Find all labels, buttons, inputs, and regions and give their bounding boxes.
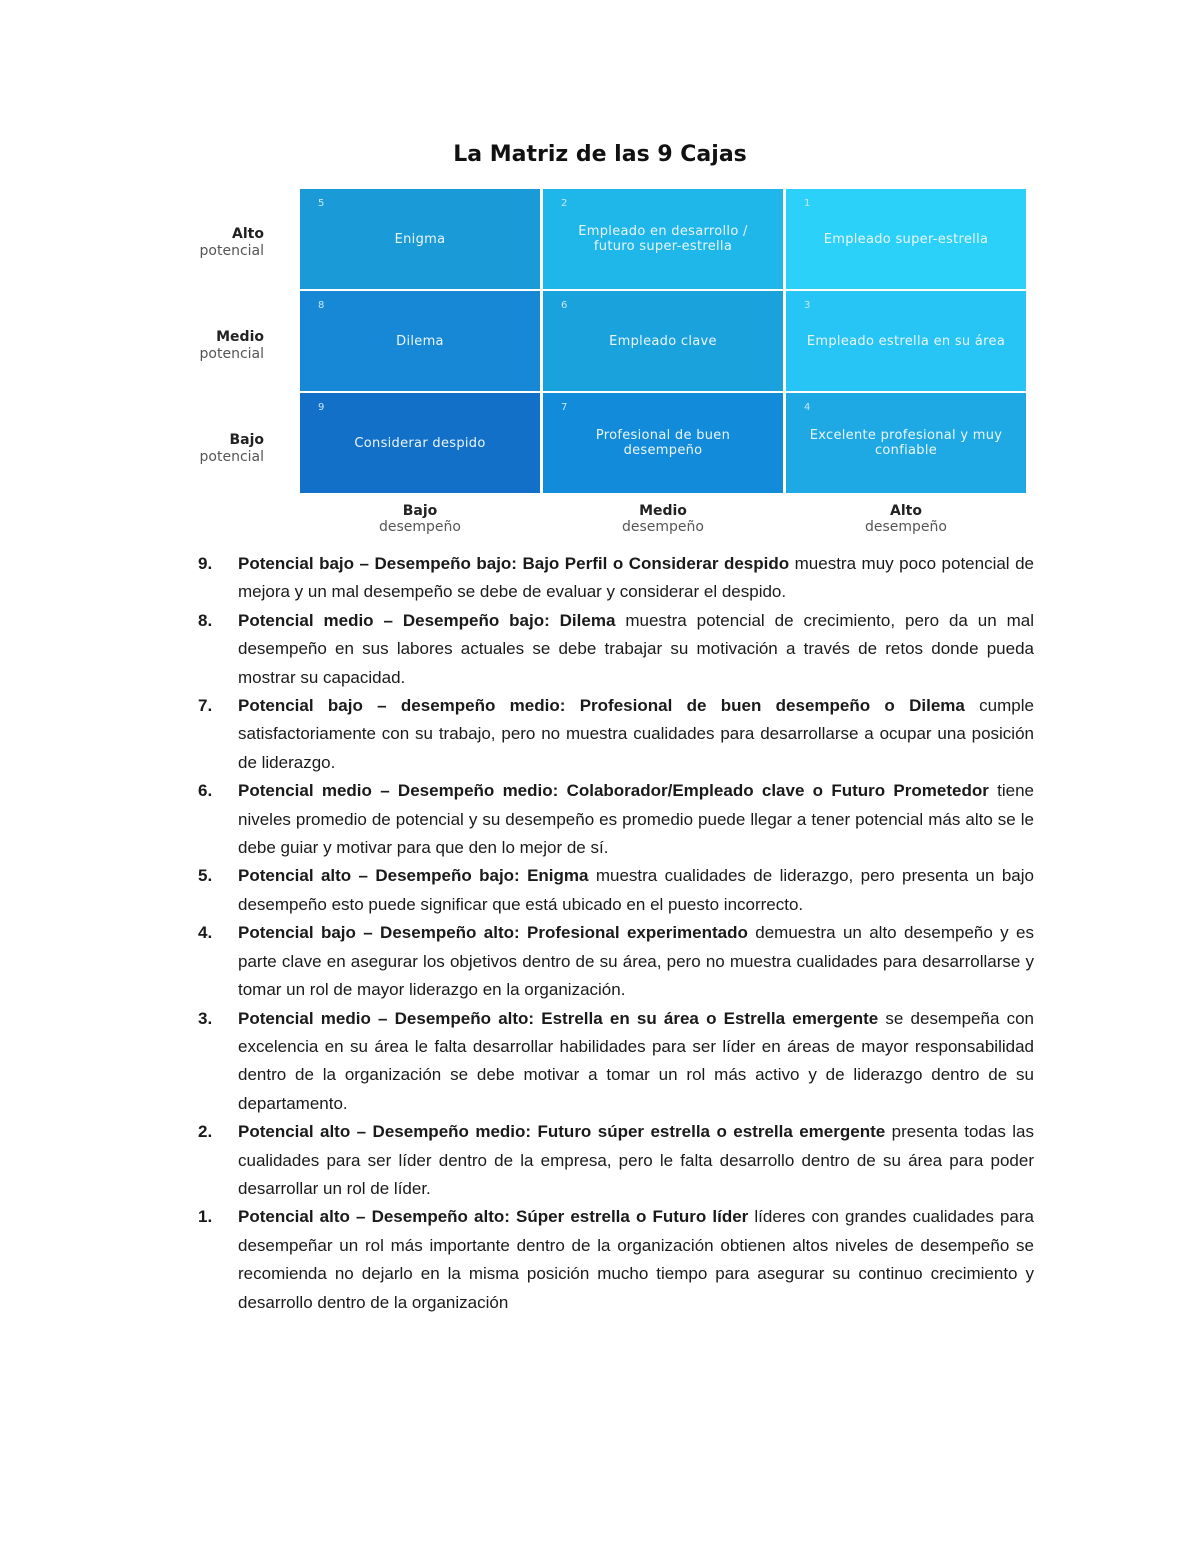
item-heading: Potencial medio – Desempeño bajo: Dilema bbox=[238, 610, 616, 630]
cell-label: Empleado en desarrollo / futuro super-estrella bbox=[578, 224, 748, 254]
col-level: Alto bbox=[890, 503, 922, 519]
list-item bbox=[198, 919, 1034, 1004]
cell-label: Empleado estrella en su área bbox=[806, 333, 1006, 349]
row-label-medio bbox=[140, 329, 264, 363]
cell-number: 8 bbox=[318, 300, 325, 311]
cell-number: 4 bbox=[804, 402, 811, 413]
row-level: Bajo bbox=[229, 432, 264, 448]
row-label-alto bbox=[140, 226, 264, 260]
col-label-alto bbox=[786, 503, 1026, 535]
matrix-cell-7 bbox=[543, 393, 783, 493]
cell-label: Empleado clave bbox=[609, 333, 717, 349]
item-heading: Potencial bajo – desempeño medio: Profesional de buen desempeño o Dilema bbox=[238, 696, 965, 716]
matrix-cell-5 bbox=[300, 189, 540, 289]
item-number: 4. bbox=[198, 923, 213, 943]
item-text: se desempeña con excelencia en su área le falta desarrollar habilidades para ser líder en áreas de mayor responsabilidad dentro de la organización se debe motivar a tomar un rol más activo y de liderazgo dentro de su departamento. bbox=[238, 1008, 1034, 1113]
list-item bbox=[198, 1118, 1034, 1203]
cell-label: Enigma bbox=[394, 231, 446, 247]
item-number: 3. bbox=[198, 1008, 213, 1028]
item-number: 7. bbox=[198, 696, 213, 716]
item-number: 9. bbox=[198, 554, 213, 573]
box-descriptions-list bbox=[198, 550, 1034, 1317]
item-number: 8. bbox=[198, 610, 213, 630]
list-item bbox=[198, 692, 1034, 777]
item-text: muestra muy poco potencial de mejora y un mal desempeño se debe de evaluar y considerar el despido. bbox=[238, 554, 1034, 602]
item-number: 2. bbox=[198, 1122, 213, 1142]
matrix-cell-2 bbox=[543, 189, 783, 289]
page-title: La Matriz de las 9 Cajas bbox=[453, 142, 747, 167]
col-axis: desempeño bbox=[379, 519, 461, 535]
item-heading: Potencial medio – Desempeño alto: Estrella en su área o Estrella emergente bbox=[238, 1008, 879, 1028]
cell-number: 3 bbox=[804, 300, 811, 311]
row-axis: potencial bbox=[199, 346, 264, 362]
cell-label: Considerar despido bbox=[354, 435, 486, 451]
item-text: muestra potencial de crecimiento, pero da un mal desempeño en sus labores actuales se debe trabajar su motivación a través de retos donde pueda mostrar su capacidad. bbox=[238, 610, 1034, 687]
item-number: 5. bbox=[198, 866, 213, 886]
cell-label: Empleado super-estrella bbox=[823, 231, 989, 247]
cell-number: 1 bbox=[804, 198, 811, 209]
item-text: presenta todas las cualidades para ser líder dentro de la empresa, pero le falta desarrollo dentro de su área para poder desarrollar un rol de líder. bbox=[238, 1122, 1034, 1198]
col-axis: desempeño bbox=[865, 519, 947, 535]
list-item bbox=[198, 607, 1034, 692]
item-number: 6. bbox=[198, 781, 213, 801]
item-heading: Potencial bajo – Desempeño alto: Profesional experimentado bbox=[238, 923, 748, 943]
cell-label: Excelente profesional y muy confiable bbox=[809, 428, 1003, 458]
item-heading: Potencial alto – Desempeño medio: Futuro súper estrella o estrella emergente bbox=[238, 1122, 886, 1142]
cell-label: Dilema bbox=[396, 333, 444, 349]
cell-number: 5 bbox=[318, 198, 325, 209]
row-level: Alto bbox=[232, 226, 264, 242]
list-item bbox=[198, 1005, 1034, 1119]
row-label-bajo bbox=[140, 432, 264, 466]
matrix-cell-8 bbox=[300, 291, 540, 391]
col-label-bajo bbox=[300, 503, 540, 535]
list-item bbox=[198, 862, 1034, 919]
item-number: 1. bbox=[198, 1207, 213, 1227]
list-item bbox=[198, 550, 1034, 607]
item-text: demuestra un alto desempeño y es parte clave en asegurar los objetivos dentro de su área, pero no muestra cualidades para desarrollarse y tomar un rol de mayor liderazgo en la organización. bbox=[238, 923, 1034, 1000]
cell-number: 2 bbox=[561, 198, 568, 209]
cell-label: Profesional de buen desempeño bbox=[595, 428, 731, 458]
item-text: líderes con grandes cualidades para desempeñar un rol más importante dentro de la organización obtienen altos niveles de desempeño se recomienda no dejarlo en la misma posición mucho tiempo para asegurar su continuo crecimiento y desarrollo dentro de la organización bbox=[238, 1207, 1034, 1312]
item-text: tiene niveles promedio de potencial y su desempeño es promedio puede llegar a tener potencial más alto se le debe guiar y motivar para que den lo mejor de sí. bbox=[238, 781, 1034, 858]
item-text: cumple satisfactoriamente con su trabajo, pero no muestra cualidades para desarrollarse a ocupar una posición de liderazgo. bbox=[238, 696, 1034, 772]
row-level: Medio bbox=[216, 329, 264, 345]
list-item bbox=[198, 777, 1034, 862]
matrix-cell-9 bbox=[300, 393, 540, 493]
matrix-cell-4 bbox=[786, 393, 1026, 493]
col-label-medio bbox=[543, 503, 783, 535]
list-item bbox=[198, 1203, 1034, 1317]
row-axis: potencial bbox=[199, 243, 264, 259]
nine-box-matrix bbox=[300, 189, 1026, 493]
matrix-cell-3 bbox=[786, 291, 1026, 391]
item-text: muestra cualidades de liderazgo, pero presenta un bajo desempeño esto puede significar que está ubicado en el puesto incorrecto. bbox=[238, 866, 1034, 914]
col-level: Medio bbox=[639, 503, 687, 519]
item-heading: Potencial alto – Desempeño alto: Súper estrella o Futuro líder bbox=[238, 1207, 749, 1227]
matrix-cell-6 bbox=[543, 291, 783, 391]
cell-number: 7 bbox=[561, 402, 568, 413]
cell-number: 9 bbox=[318, 402, 325, 413]
item-heading: Potencial alto – Desempeño bajo: Enigma bbox=[238, 866, 589, 886]
item-heading: Potencial bajo – Desempeño bajo: Bajo Perfil o Considerar despido bbox=[238, 554, 790, 573]
item-heading: Potencial medio – Desempeño medio: Colaborador/Empleado clave o Futuro Prometedor bbox=[238, 781, 989, 801]
col-axis: desempeño bbox=[622, 519, 704, 535]
matrix-cell-1 bbox=[786, 189, 1026, 289]
row-axis: potencial bbox=[199, 449, 264, 465]
cell-number: 6 bbox=[561, 300, 568, 311]
col-level: Bajo bbox=[402, 503, 438, 519]
